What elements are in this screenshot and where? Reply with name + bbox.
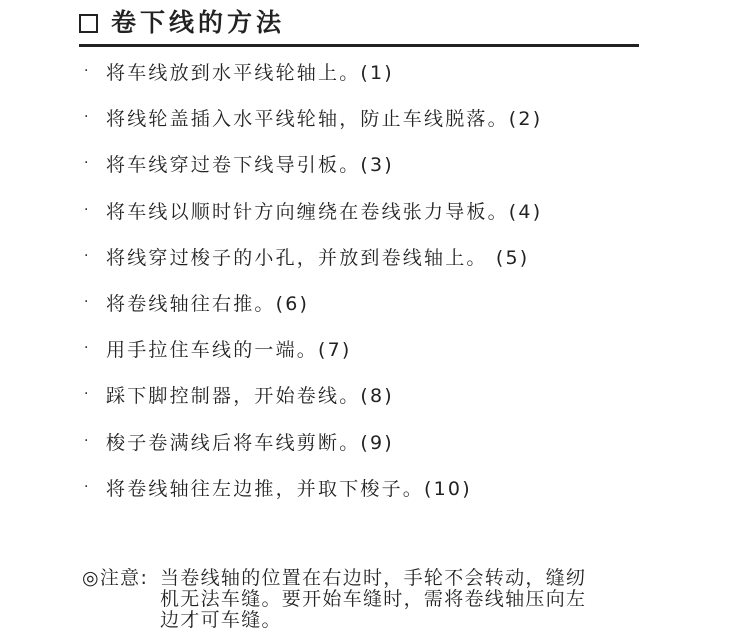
- step-text: 梭子卷满线后将车线剪断。(9): [106, 431, 394, 454]
- list-item: [84, 60, 542, 106]
- list-item: [84, 337, 542, 383]
- step-text: 将卷线轴往右推。(6): [106, 292, 310, 315]
- step-text: 将线轮盖插入水平线轮轴，防止车线脱落。(2): [106, 108, 543, 131]
- note-line: 机无法车缝。要开始车缝时，需将卷线轴压向左: [160, 588, 587, 610]
- checkbox-square-icon: [79, 14, 98, 33]
- step-text: 将车线以顺时针方向缠绕在卷线张力导板。(4): [106, 200, 543, 223]
- bullet-icon: ·: [84, 109, 91, 126]
- note-text: [160, 568, 650, 631]
- section-heading: [79, 6, 639, 46]
- heading-divider: [79, 44, 639, 47]
- list-item: [84, 383, 542, 429]
- list-item: [84, 152, 542, 198]
- bullet-icon: ·: [84, 201, 91, 218]
- bullet-icon: ·: [84, 432, 91, 449]
- step-text: 用手拉住车线的一端。(7): [106, 339, 352, 362]
- list-item: [84, 291, 542, 337]
- bullet-icon: ·: [84, 155, 91, 172]
- step-text: 将车线穿过卷下线导引板。(3): [106, 154, 394, 177]
- bullet-icon: ·: [84, 340, 91, 357]
- list-item: [84, 476, 542, 522]
- bullet-icon: ·: [84, 247, 91, 264]
- section-title: 卷下线的方法: [111, 8, 286, 37]
- bullet-icon: ·: [84, 63, 91, 79]
- list-item: [84, 106, 542, 152]
- list-item: [84, 245, 542, 291]
- note-line: 当卷线轴的位置在右边时，手轮不会转动，缝纫: [160, 567, 587, 589]
- bullet-icon: ·: [84, 478, 91, 495]
- note-label: ◎注意:: [82, 567, 149, 589]
- bullet-icon: ·: [84, 386, 91, 403]
- step-text: 踩下脚控制器，开始卷线。(8): [106, 385, 394, 408]
- step-list: [84, 60, 542, 522]
- step-text: 将卷线轴往左边推，并取下梭子。(10): [106, 477, 472, 500]
- list-item: [84, 430, 542, 476]
- step-text: 将线穿过梭子的小孔，并放到卷线轴上。 (5): [106, 246, 530, 269]
- bullet-icon: ·: [84, 293, 91, 310]
- step-text: 将车线放到水平线轮轴上。(1): [106, 62, 394, 84]
- list-item: [84, 199, 542, 245]
- note-line: 边才可车缝。: [160, 609, 282, 631]
